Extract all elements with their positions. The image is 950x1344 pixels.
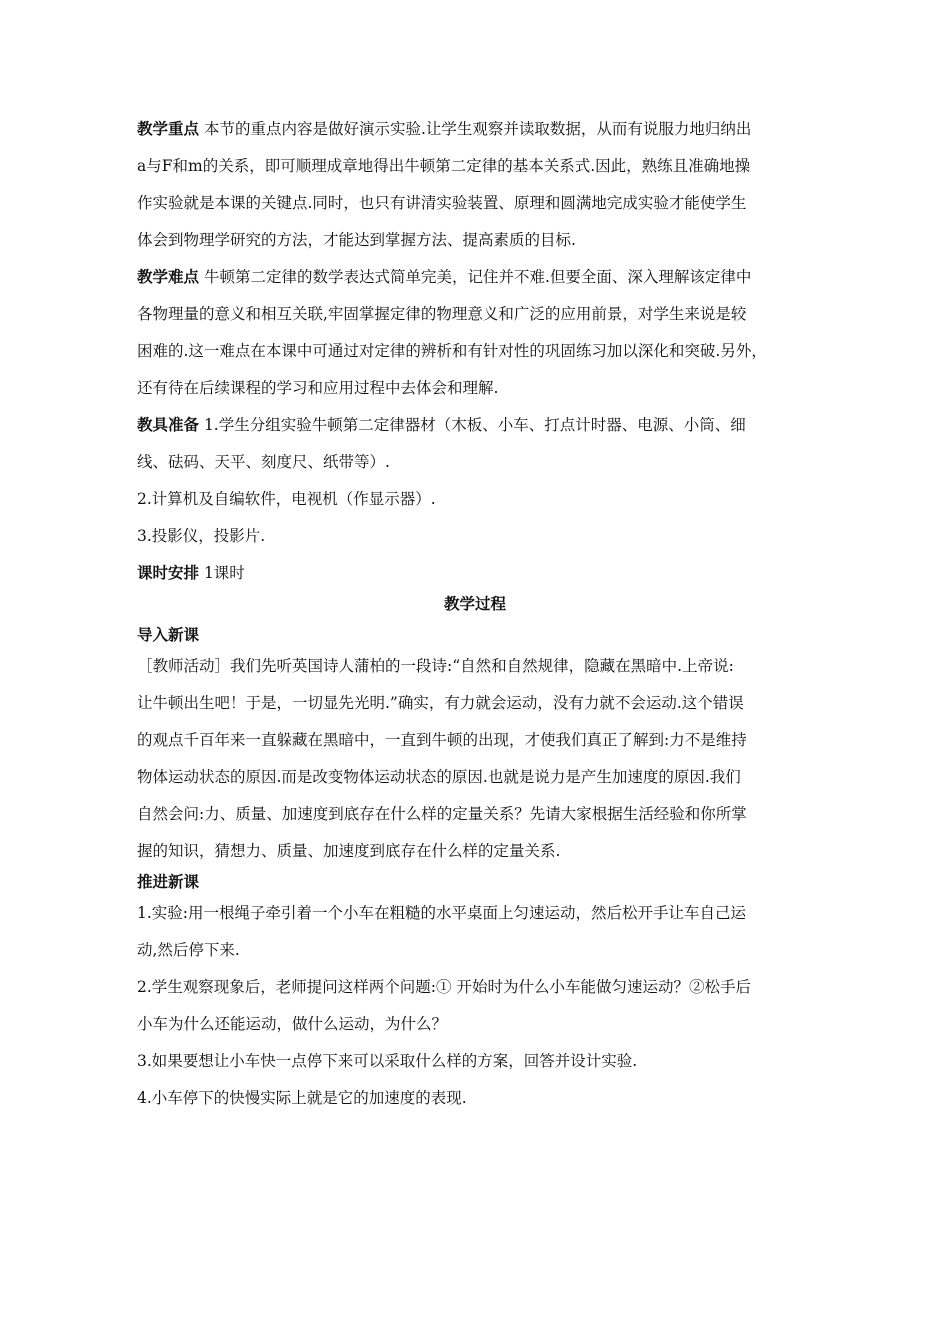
key-points-line-1 xyxy=(137,118,813,140)
intro-line-4: 物体运动状态的原因.而是改变物体运动状态的原因.也就是说力是产生加速度的原因.我们 xyxy=(137,768,741,786)
equipment-line-1 xyxy=(137,414,813,436)
intro-line-6: 握的知识，猜想力、质量、加速度到底存在什么样的定量关系. xyxy=(137,842,561,860)
difficulties-line-2: 各物理量的意义和相互关联,牢固掌握定律的物理意义和广泛的应用前景，对学生来说是较 xyxy=(137,305,747,323)
advance-line-5: 3.如果要想让小车快一点停下来可以采取什么样的方案，回答并设计实验. xyxy=(137,1052,638,1070)
intro-line-2: 让牛顿出生吧！于是，一切显先光明.”确实，有力就会运动，没有力就不会运动.这个错误 xyxy=(137,694,744,712)
advance-line-4: 小车为什么还能运动，做什么运动，为什么？ xyxy=(137,1015,448,1033)
equipment-line-3: 2.计算机及自编软件，电视机（作显示器）. xyxy=(137,490,436,508)
difficulties-line-1 xyxy=(137,266,813,288)
document-page xyxy=(137,118,813,1109)
equipment-text-1: 1.学生分组实验牛顿第二定律器材（木板、小车、打点计时器、电源、小筒、细 xyxy=(199,416,746,434)
difficulties-label: 教学难点 xyxy=(137,267,200,286)
advance-heading: 推进新课 xyxy=(137,872,200,891)
key-points-line-3: 作实验就是本课的关键点.同时，也只有讲清实验装置、原理和圆满地完成实验才能使学生 xyxy=(137,194,747,212)
advance-line-3: 2.学生观察现象后，老师提问这样两个问题:① 开始时为什么小车能做匀速运动？②松手后 xyxy=(137,978,751,996)
advance-line-2: 动,然后停下来. xyxy=(137,941,240,959)
process-title: 教学过程 xyxy=(443,594,506,613)
key-points-line-4: 体会到物理学研究的方法，才能达到掌握方法、提高素质的目标. xyxy=(137,231,576,249)
equipment-line-4: 3.投影仪，投影片. xyxy=(137,527,266,545)
schedule-line xyxy=(137,562,813,584)
difficulties-line-4: 还有待在后续课程的学习和应用过程中去体会和理解. xyxy=(137,379,499,397)
intro-line-5: 自然会问:力、质量、加速度到底存在什么样的定量关系？先请大家根据生活经验和你所掌 xyxy=(137,805,747,823)
equipment-line-2: 线、砝码、天平、刻度尺、纸带等）. xyxy=(137,453,390,471)
intro-line-3: 的观点千百年来一直躲藏在黑暗中，一直到牛顿的出现，才使我们真正了解到:力不是维持 xyxy=(137,731,747,749)
schedule-label: 课时安排 xyxy=(137,563,200,582)
advance-line-6: 4.小车停下的快慢实际上就是它的加速度的表现. xyxy=(137,1089,467,1107)
equipment-label: 教具准备 xyxy=(137,415,200,434)
key-points-text-1: 本节的重点内容是做好演示实验.让学生观察并读取数据，从而有说服力地归纳出 xyxy=(199,120,752,138)
advance-line-1: 1.实验:用一根绳子牵引着一个小车在粗糙的水平桌面上匀速运动，然后松开手让车自己运 xyxy=(137,904,747,922)
schedule-value: 1课时 xyxy=(199,564,245,582)
intro-line-1: ［教师活动］我们先听英国诗人蒲柏的一段诗:“自然和自然规律，隐藏在黑暗中.上帝说: xyxy=(137,657,734,675)
difficulties-line-3: 困难的.这一难点在本课中可通过对定律的辨析和有针对性的巩固练习加以深化和突破.另外， xyxy=(137,342,767,360)
intro-heading: 导入新课 xyxy=(137,625,200,644)
key-points-line-2: a与F和m的关系，即可顺理成章地得出牛顿第二定律的基本关系式.因此，熟练且准确地操 xyxy=(137,157,751,175)
key-points-label: 教学重点 xyxy=(137,119,200,138)
difficulties-text-1: 牛顿第二定律的数学表达式简单完美，记住并不难.但要全面、深入理解该定律中 xyxy=(199,268,752,286)
